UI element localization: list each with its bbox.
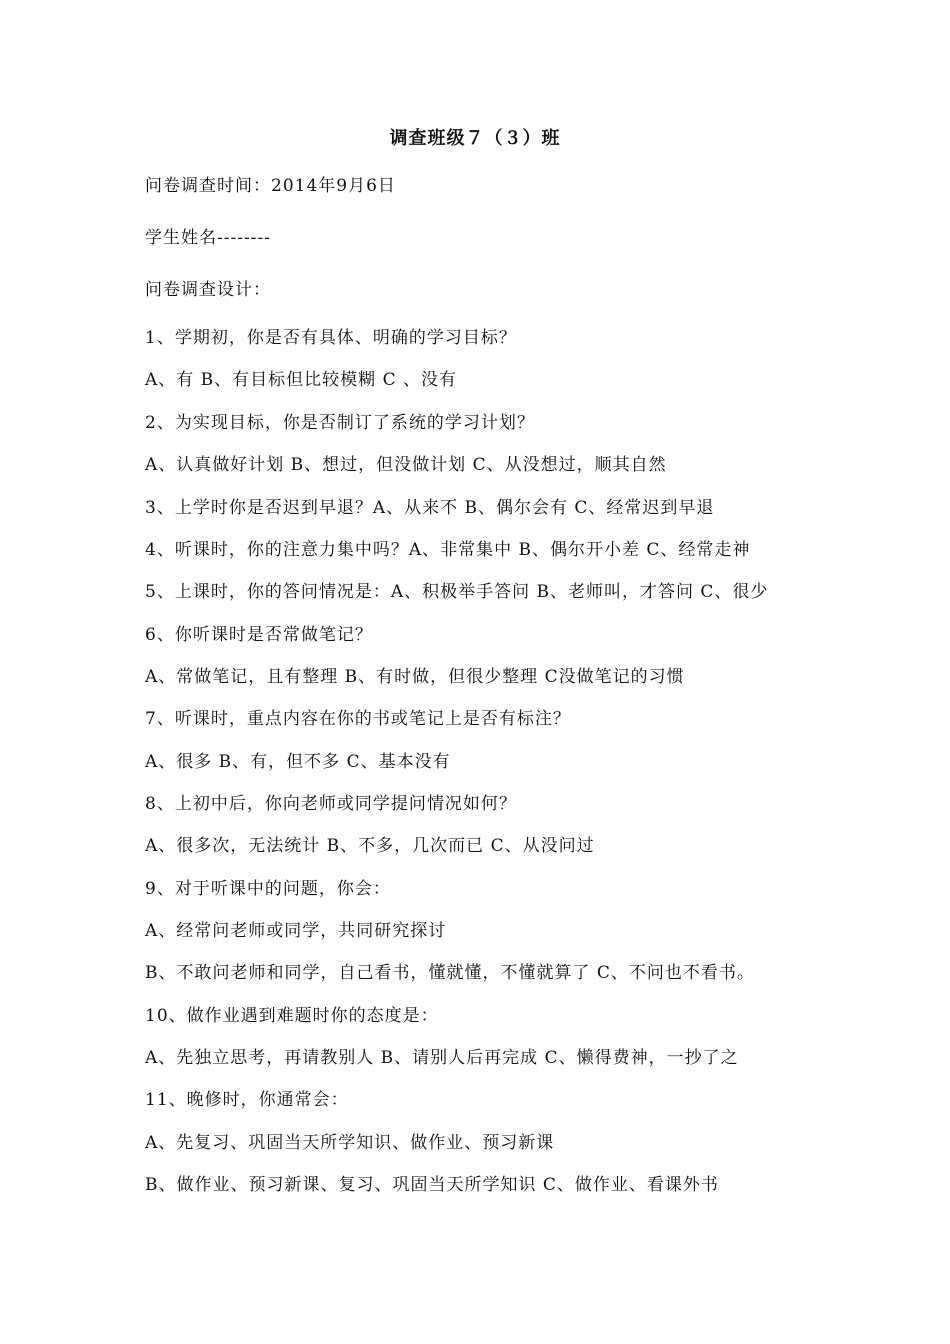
question-4: 4、听课时，你的注意力集中吗？A、非常集中 B、偶尔开小差 C、经常走神 xyxy=(145,540,751,560)
question-10: 10、做作业遇到难题时你的态度是： xyxy=(145,1006,439,1026)
question-8: 8、上初中后，你向老师或同学提问情况如何？ xyxy=(145,794,517,814)
survey-time: 问卷调查时间：2014年9月6日 xyxy=(145,176,396,196)
answer-6: A、常做笔记，且有整理 B、有时做，但很少整理 C没做笔记的习惯 xyxy=(145,667,685,687)
answer-10: A、先独立思考，再请教别人 B、请别人后再完成 C、懒得费神，一抄了之 xyxy=(145,1048,739,1068)
answer-8: A、很多次，无法统计 B、不多，几次而已 C、从没问过 xyxy=(145,836,595,856)
question-2: 2、为实现目标，你是否制订了系统的学习计划？ xyxy=(145,413,535,433)
question-6: 6、你听课时是否常做笔记？ xyxy=(145,625,373,645)
answer-11a: A、先复习、巩固当天所学知识、做作业、预习新课 xyxy=(145,1133,555,1153)
question-7: 7、听课时，重点内容在你的书或笔记上是否有标注？ xyxy=(145,709,571,729)
question-11: 11、晚修时，你通常会： xyxy=(145,1090,349,1110)
document-title: 调查班级７（３）班 xyxy=(389,128,561,149)
design-heading: 问卷调查设计： xyxy=(145,280,271,300)
answer-7: A、很多 B、有，但不多 C、基本没有 xyxy=(145,752,451,772)
question-5: 5、上课时，你的答问情况是：A、积极举手答问 B、老师叫，才答问 C、很少 xyxy=(145,582,769,602)
answer-1: A、有 B、有目标但比较模糊 C 、没有 xyxy=(145,370,457,390)
answer-2: A、认真做好计划 B、想过，但没做计划 C、从没想过，顺其自然 xyxy=(145,455,667,475)
answer-9bc: B、不敢问老师和同学，自己看书，懂就懂，不懂就算了 C、不问也不看书。 xyxy=(145,963,755,983)
question-3: 3、上学时你是否迟到早退？A、从来不 B、偶尔会有 C、经常迟到早退 xyxy=(145,498,715,518)
answer-11bc: B、做作业、预习新课、复习、巩固当天所学知识 C、做作业、看课外书 xyxy=(145,1175,719,1195)
question-1: 1、学期初，你是否有具体、明确的学习目标？ xyxy=(145,328,517,348)
answer-9a: A、经常问老师或同学，共同研究探讨 xyxy=(145,921,447,941)
question-9: 9、对于听课中的问题，你会： xyxy=(145,879,391,899)
student-name-field: 学生姓名-------- xyxy=(145,228,271,248)
